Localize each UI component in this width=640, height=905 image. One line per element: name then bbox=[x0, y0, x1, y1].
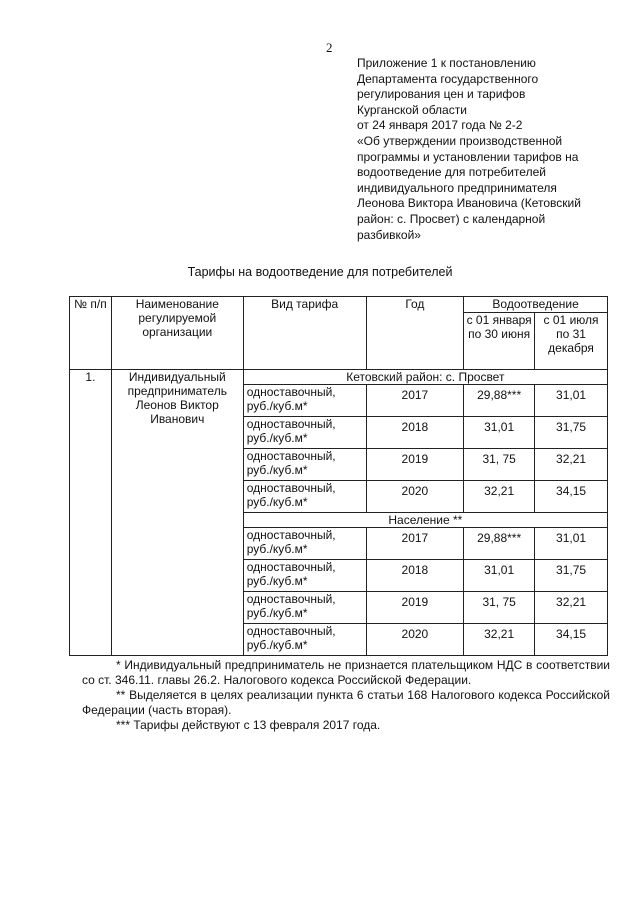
tariff-type: одноставочный, руб./куб.м* bbox=[243, 592, 366, 624]
tariff-type: одноставочный, руб./куб.м* bbox=[243, 528, 366, 560]
tariff-year: 2018 bbox=[366, 417, 464, 449]
tariff-value-h2: 31,75 bbox=[535, 560, 608, 592]
tariff-value-h2: 32,21 bbox=[535, 449, 608, 481]
tariff-value-h1: 31,01 bbox=[464, 560, 535, 592]
appendix-line: «Об утверждении производственной bbox=[357, 133, 563, 148]
appendix-line: индивидуального предпринимателя bbox=[357, 180, 557, 195]
page-number: 2 bbox=[326, 40, 333, 55]
tariff-type: одноставочный, руб./куб.м* bbox=[243, 481, 366, 513]
footnote-effective-date: *** Тарифы действуют с 13 февраля 2017 года. bbox=[116, 718, 381, 732]
section-title: Население ** bbox=[243, 513, 607, 528]
header-year: Год bbox=[366, 297, 464, 370]
tariff-value-h1: 32,21 bbox=[464, 481, 535, 513]
tariff-value-h1: 29,88*** bbox=[464, 528, 535, 560]
tariff-type: одноставочный, руб./куб.м* bbox=[243, 560, 366, 592]
header-org: Наименование регулируемой организации bbox=[111, 297, 243, 370]
header-period2: с 01 июля по 31 декабря bbox=[535, 313, 608, 370]
tariff-year: 2018 bbox=[366, 560, 464, 592]
organization-name: Индивидуальный предприниматель Леонов Виктор Иванович bbox=[111, 370, 243, 656]
appendix-line: Курганской области bbox=[357, 102, 467, 117]
tariff-value-h1: 31,01 bbox=[464, 417, 535, 449]
table-title: Тарифы на водоотведение для потребителей bbox=[187, 265, 453, 279]
tariff-value-h1: 29,88*** bbox=[464, 385, 535, 417]
tariff-value-h1: 32,21 bbox=[464, 624, 535, 656]
tariff-value-h1: 31, 75 bbox=[464, 592, 535, 624]
tariff-value-h2: 31,01 bbox=[535, 385, 608, 417]
appendix-line: от 24 января 2017 года № 2-2 bbox=[357, 118, 523, 133]
appendix-line: водоотведение для потребителей bbox=[357, 165, 546, 180]
header-group: Водоотведение bbox=[464, 297, 608, 313]
header-period1: с 01 января по 30 июня bbox=[464, 313, 535, 370]
tariff-year: 2019 bbox=[366, 449, 464, 481]
appendix-line: разбивкой» bbox=[357, 227, 421, 242]
appendix-line: Департамента государственного bbox=[357, 71, 539, 86]
header-num: № п/п bbox=[70, 297, 112, 370]
section-title: Кетовский район: с. Просвет bbox=[243, 370, 607, 385]
appendix-header bbox=[357, 56, 619, 243]
appendix-line: программы и установлении тарифов на bbox=[357, 149, 579, 164]
tariff-value-h2: 32,21 bbox=[535, 592, 608, 624]
row-number: 1. bbox=[70, 370, 112, 656]
tariff-year: 2017 bbox=[366, 385, 464, 417]
tariff-type: одноставочный, руб./куб.м* bbox=[243, 624, 366, 656]
footnotes bbox=[82, 658, 610, 733]
appendix-line: Приложение 1 к постановлению bbox=[357, 56, 536, 70]
tariff-type: одноставочный, руб./куб.м* bbox=[243, 449, 366, 481]
tariff-year: 2020 bbox=[366, 624, 464, 656]
appendix-line: Леонова Виктора Ивановича (Кетовский bbox=[357, 196, 581, 211]
tariff-value-h2: 34,15 bbox=[535, 624, 608, 656]
footnote-vat: * Индивидуальный предприниматель не признается плательщиком НДС в соответствии со ст. 346.11. главы 26.2. Налогового кодекса Российской Федерации. bbox=[82, 658, 610, 687]
tariff-value-h1: 31, 75 bbox=[464, 449, 535, 481]
tariff-table bbox=[69, 296, 608, 656]
footnote-population: ** Выделяется в целях реализации пункта 6 статьи 168 Налогового кодекса Российской Федерации (часть вторая). bbox=[82, 688, 610, 717]
tariff-year: 2019 bbox=[366, 592, 464, 624]
tariff-value-h2: 31,01 bbox=[535, 528, 608, 560]
tariff-value-h2: 34,15 bbox=[535, 481, 608, 513]
tariff-year: 2017 bbox=[366, 528, 464, 560]
header-type: Вид тарифа bbox=[243, 297, 366, 370]
tariff-year: 2020 bbox=[366, 481, 464, 513]
tariff-type: одноставочный, руб./куб.м* bbox=[243, 417, 366, 449]
appendix-line: регулирования цен и тарифов bbox=[357, 87, 526, 102]
appendix-line: район: с. Просвет) с календарной bbox=[357, 211, 546, 226]
tariff-type: одноставочный, руб./куб.м* bbox=[243, 385, 366, 417]
tariff-value-h2: 31,75 bbox=[535, 417, 608, 449]
